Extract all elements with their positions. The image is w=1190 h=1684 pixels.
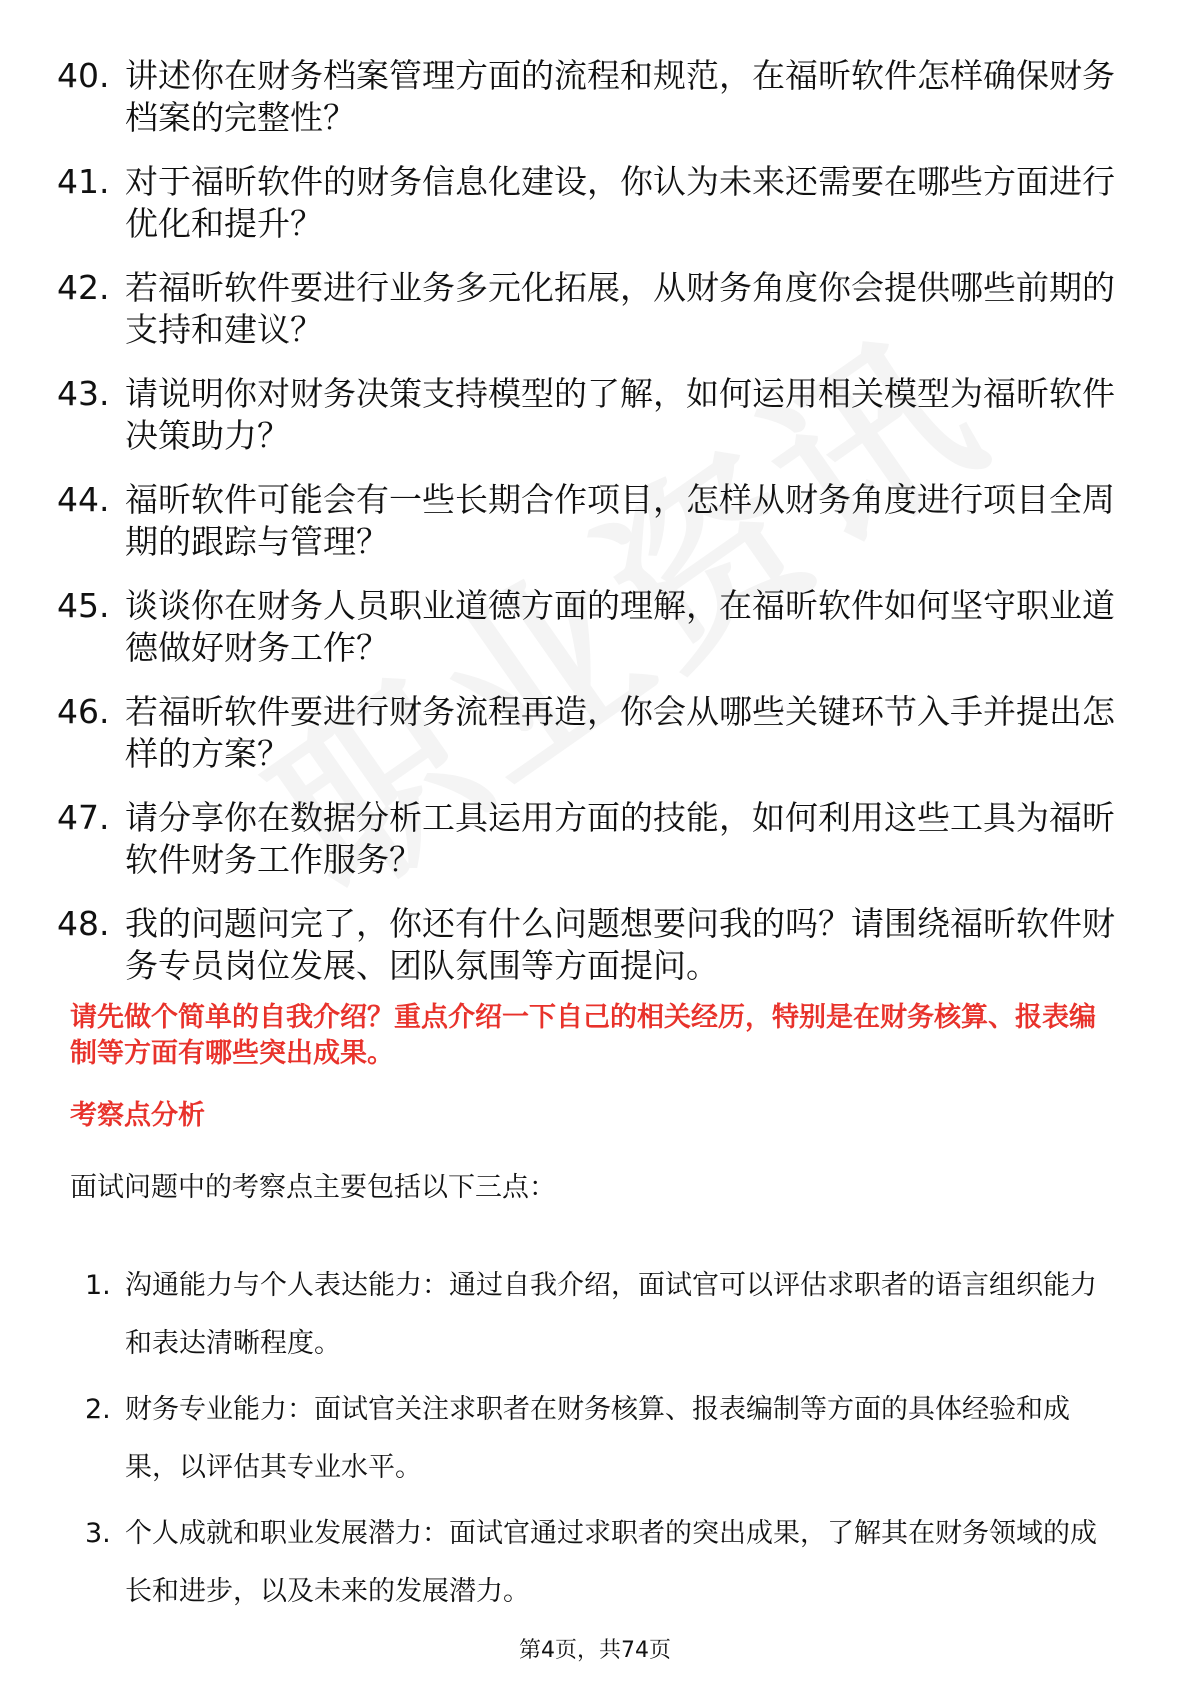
- question-text: 请分享你在数据分析工具运用方面的技能，如何利用这些工具为福昕软件财务工作服务？: [125, 798, 1115, 879]
- analysis-point: [85, 1505, 1120, 1621]
- question-number: 44.: [57, 480, 110, 519]
- highlight-question: 请先做个简单的自我介绍？重点介绍一下自己的相关经历，特别是在财务核算、报表编制等方面有哪些突出成果。: [70, 1002, 1096, 1069]
- question-text: 福昕软件可能会有一些长期合作项目，怎样从财务角度进行项目全周期的跟踪与管理？: [125, 480, 1115, 561]
- question-list: [57, 55, 1117, 1009]
- question-item: [57, 903, 1117, 987]
- question-number: 48.: [57, 904, 110, 943]
- point-text: 个人成就和职业发展潜力：面试官通过求职者的突出成果，了解其在财务领域的成长和进步，以及未来的发展潜力。: [125, 1518, 1097, 1607]
- section-title: 考察点分析: [70, 1100, 205, 1131]
- point-number: 2.: [85, 1394, 111, 1425]
- question-item: [57, 161, 1117, 245]
- question-number: 42.: [57, 268, 110, 307]
- question-item: [57, 585, 1117, 669]
- question-number: 40.: [57, 56, 110, 95]
- question-item: [57, 479, 1117, 563]
- question-text: 讲述你在财务档案管理方面的流程和规范，在福昕软件怎样确保财务档案的完整性？: [125, 56, 1115, 137]
- point-number: 3.: [85, 1518, 111, 1549]
- question-text: 请说明你对财务决策支持模型的了解，如何运用相关模型为福昕软件决策助力？: [125, 374, 1115, 455]
- question-text: 若福昕软件要进行业务多元化拓展，从财务角度你会提供哪些前期的支持和建议？: [125, 268, 1115, 349]
- question-number: 41.: [57, 162, 110, 201]
- point-number: 1.: [85, 1270, 111, 1301]
- question-number: 45.: [57, 586, 110, 625]
- question-item: [57, 55, 1117, 139]
- page-footer: 第4页，共74页: [519, 1638, 671, 1663]
- question-number: 47.: [57, 798, 110, 837]
- question-item: [57, 797, 1117, 881]
- question-item: [57, 373, 1117, 457]
- question-text: 若福昕软件要进行财务流程再造，你会从哪些关键环节入手并提出怎样的方案？: [125, 692, 1115, 773]
- question-item: [57, 267, 1117, 351]
- question-number: 46.: [57, 692, 110, 731]
- point-text: 财务专业能力：面试官关注求职者在财务核算、报表编制等方面的具体经验和成果，以评估其专业水平。: [125, 1394, 1070, 1483]
- analysis-point-list: [85, 1257, 1120, 1629]
- analysis-point: [85, 1257, 1120, 1373]
- question-text: 我的问题问完了，你还有什么问题想要问我的吗？请围绕福昕软件财务专员岗位发展、团队氛围等方面提问。: [125, 904, 1115, 985]
- question-number: 43.: [57, 374, 110, 413]
- analysis-point: [85, 1381, 1120, 1497]
- question-text: 谈谈你在财务人员职业道德方面的理解，在福昕软件如何坚守职业道德做好财务工作？: [125, 586, 1115, 667]
- question-text: 对于福昕软件的财务信息化建设，你认为未来还需要在哪些方面进行优化和提升？: [125, 162, 1115, 243]
- question-item: [57, 691, 1117, 775]
- point-text: 沟通能力与个人表达能力：通过自我介绍，面试官可以评估求职者的语言组织能力和表达清晰程度。: [125, 1270, 1097, 1359]
- intro-text: 面试问题中的考察点主要包括以下三点：: [70, 1172, 556, 1203]
